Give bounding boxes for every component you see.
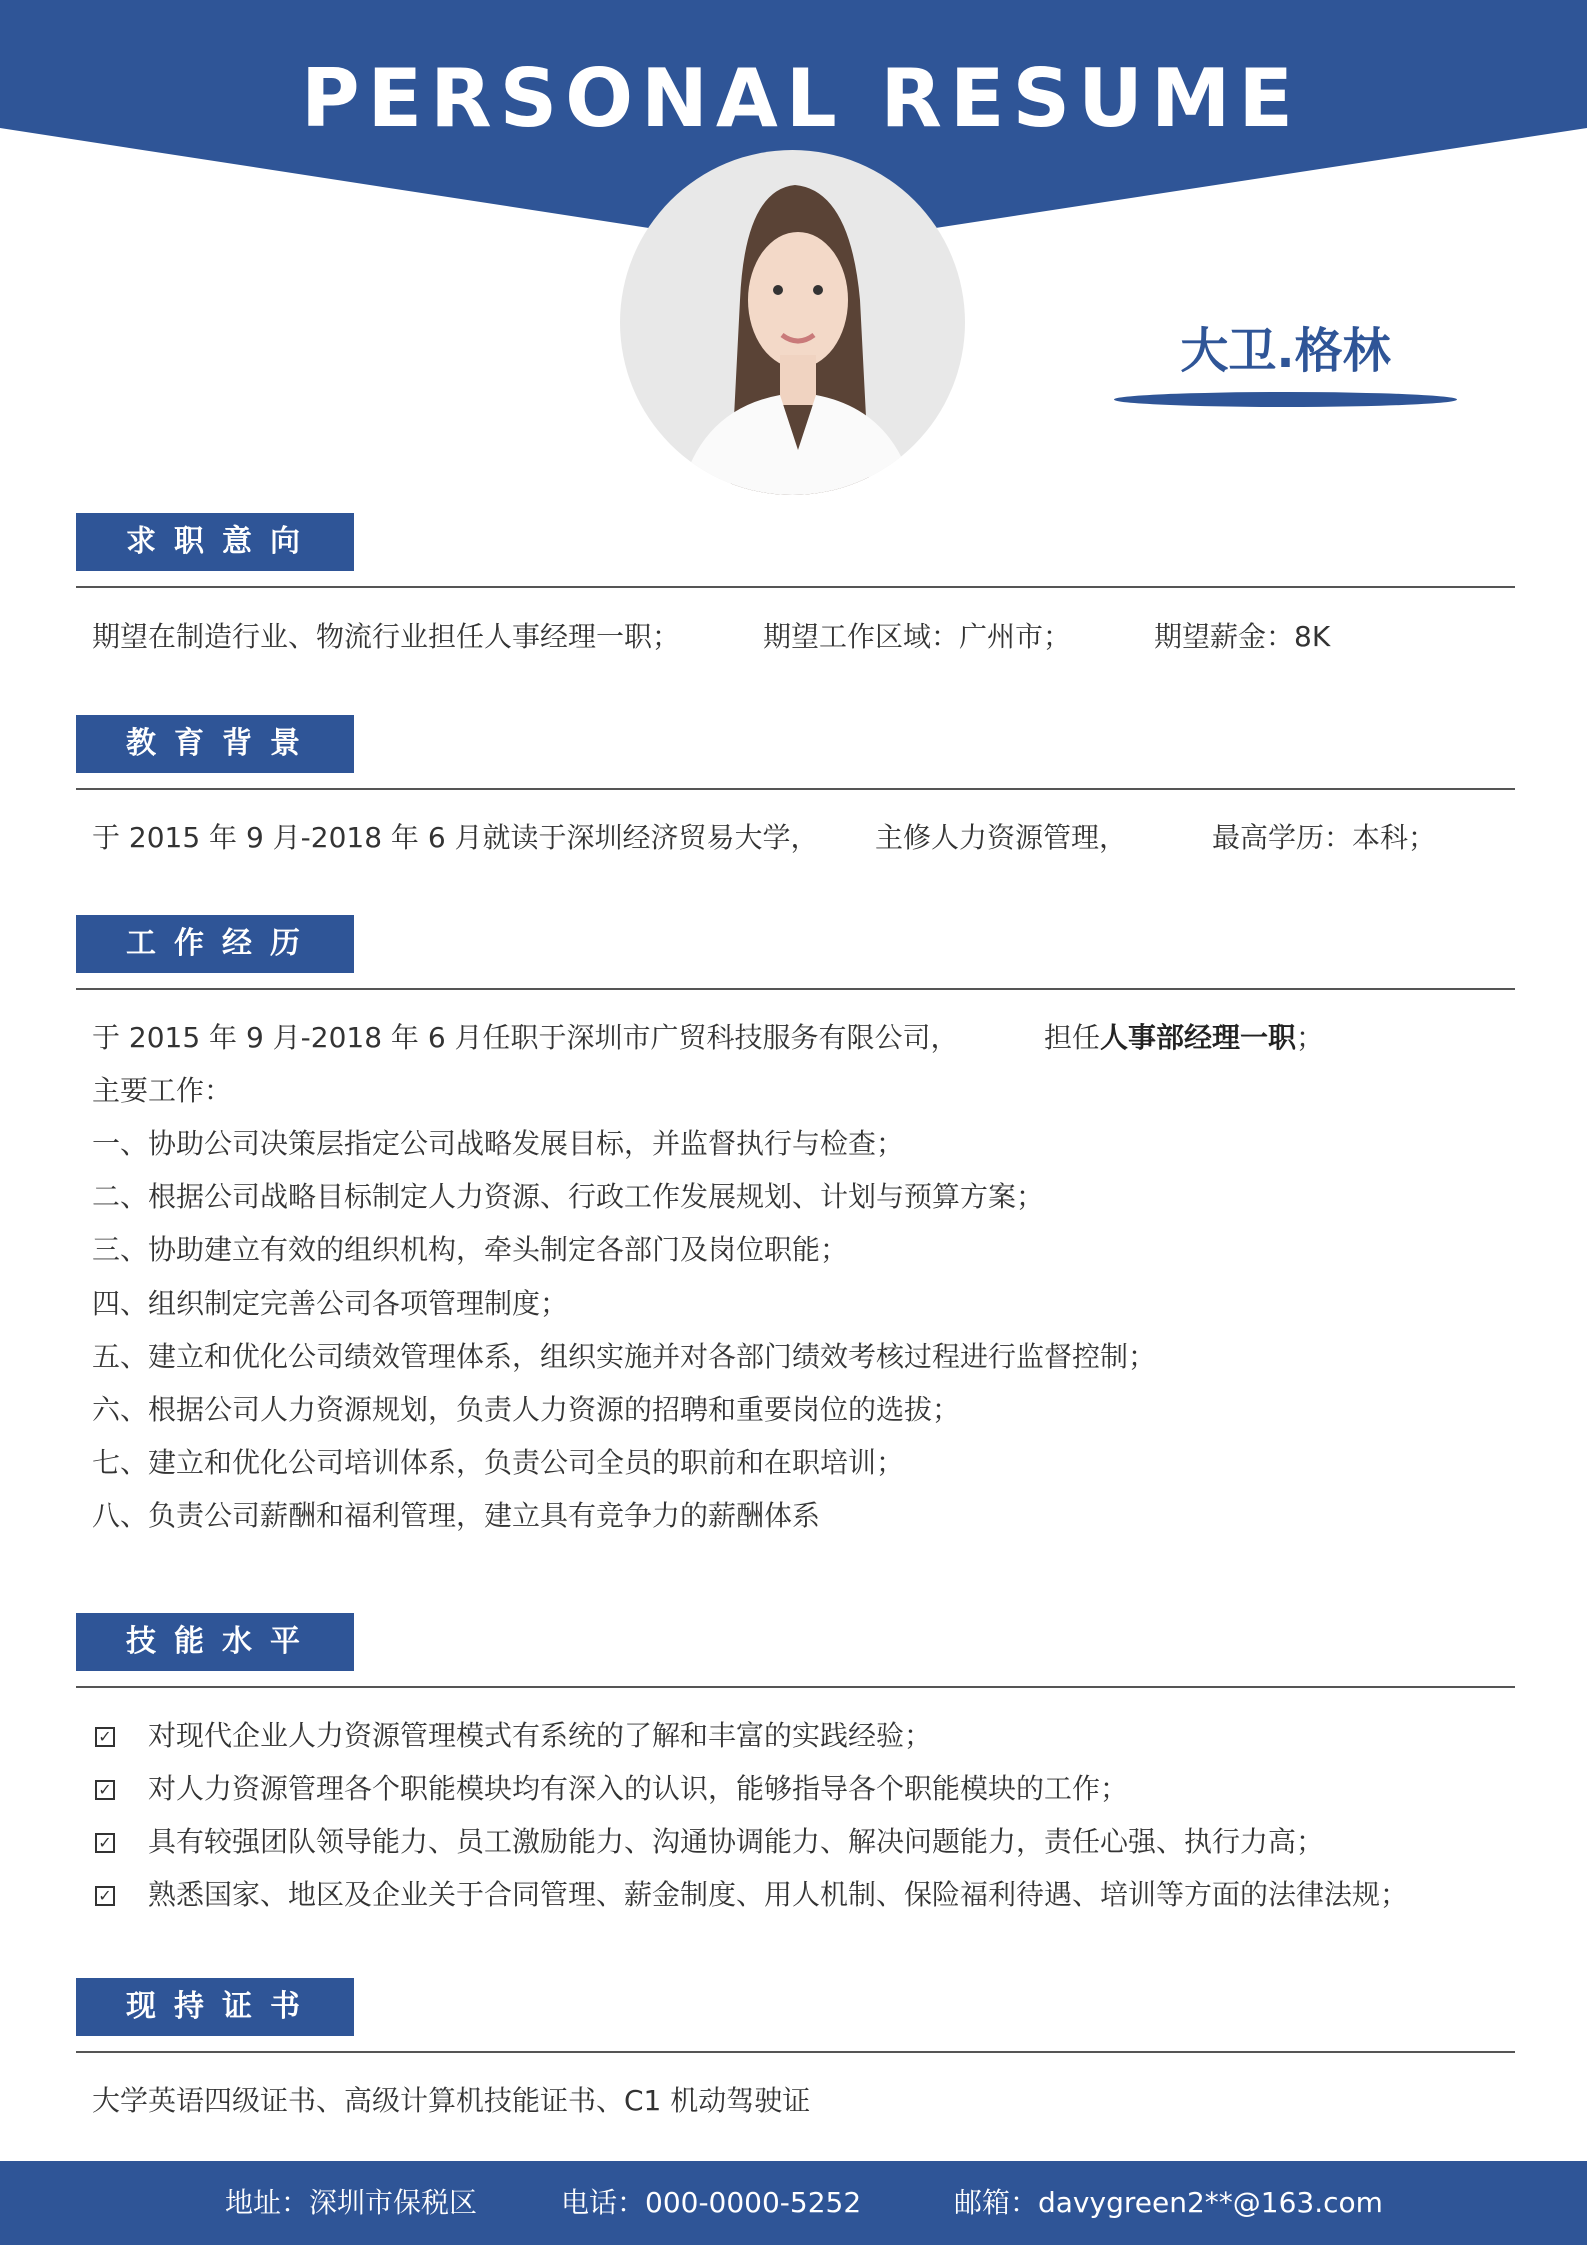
duty-item: 四、组织制定完善公司各项管理制度； [92, 1287, 569, 1320]
divider [76, 1686, 1515, 1688]
duty-item: 一、协助公司决策层指定公司战略发展目标，并监督执行与检查； [92, 1127, 905, 1160]
candidate-name: 大卫.格林 [1180, 323, 1391, 379]
footer-address: 地址：深圳市保税区 [225, 2186, 478, 2219]
checkbox-icon: ✓ [95, 1886, 115, 1906]
divider [76, 788, 1515, 790]
education-period: 于 2015 年 9 月-2018 年 6 月就读于深圳经济贸易大学， [92, 821, 819, 854]
intention-industry: 期望在制造行业、物流行业担任人事经理一职； [92, 620, 681, 653]
work-role [1044, 1018, 1324, 1058]
skill-item: 对现代企业人力资源管理模式有系统的了解和丰富的实践经验； [148, 1719, 933, 1752]
divider [76, 586, 1515, 588]
footer-phone: 电话：000-0000-5252 [561, 2186, 862, 2219]
checkbox-icon: ✓ [95, 1780, 115, 1800]
contact-footer [0, 2161, 1587, 2245]
role-suffix: ； [1296, 1021, 1325, 1054]
role-title: 人事部经理一职 [1100, 1021, 1297, 1054]
education-major: 主修人力资源管理， [875, 821, 1128, 854]
duty-item: 八、负责公司薪酬和福利管理，建立具有竞争力的薪酬体系 [92, 1499, 821, 1532]
intention-area: 期望工作区域：广州市； [763, 620, 1072, 653]
footer-email: 邮箱：davygreen2**@163.com [954, 2186, 1383, 2219]
duty-item: 三、协助建立有效的组织机构，牵头制定各部门及岗位职能； [92, 1233, 849, 1266]
duty-item: 六、根据公司人力资源规划，负责人力资源的招聘和重要岗位的选拔； [92, 1393, 961, 1426]
checkbox-icon: ✓ [95, 1727, 115, 1747]
role-prefix: 担任 [1044, 1021, 1101, 1054]
name-underline [1114, 392, 1457, 407]
work-intro: 于 2015 年 9 月-2018 年 6 月任职于深圳市广贸科技服务有限公司， [92, 1021, 959, 1054]
section-title-work: 工作经历 [76, 915, 354, 973]
certificates-text: 大学英语四级证书、高级计算机技能证书、C1 机动驾驶证 [92, 2084, 811, 2117]
duty-item: 五、建立和优化公司绩效管理体系，组织实施并对各部门绩效考核过程进行监督控制； [92, 1340, 1157, 1373]
skill-item: 对人力资源管理各个职能模块均有深入的认识，能够指导各个职能模块的工作； [148, 1772, 1129, 1805]
duty-item: 二、根据公司战略目标制定人力资源、行政工作发展规划、计划与预算方案； [92, 1180, 1045, 1213]
skill-item: 具有较强团队领导能力、员工激励能力、沟通协调能力、解决问题能力，责任心强、执行力高； [148, 1825, 1325, 1858]
section-title-education: 教育背景 [76, 715, 354, 773]
duty-item: 七、建立和优化公司培训体系，负责公司全员的职前和在职培训； [92, 1446, 905, 1479]
skill-item: 熟悉国家、地区及企业关于合同管理、薪金制度、用人机制、保险福利待遇、培训等方面的法律法规； [148, 1878, 1409, 1911]
divider [76, 988, 1515, 990]
section-title-intention: 求职意向 [76, 513, 354, 571]
intention-salary: 期望薪金：8K [1154, 620, 1331, 653]
duties-label: 主要工作： [92, 1074, 233, 1107]
checkbox-icon: ✓ [95, 1833, 115, 1853]
page-title [0, 0, 1587, 140]
education-degree: 最高学历：本科； [1212, 821, 1437, 854]
page-title-text: PERSONAL RESUME [301, 52, 1293, 140]
divider [76, 2051, 1515, 2053]
profile-photo [620, 150, 965, 495]
section-title-skills: 技能水平 [76, 1613, 354, 1671]
section-title-certificates: 现持证书 [76, 1978, 354, 2036]
